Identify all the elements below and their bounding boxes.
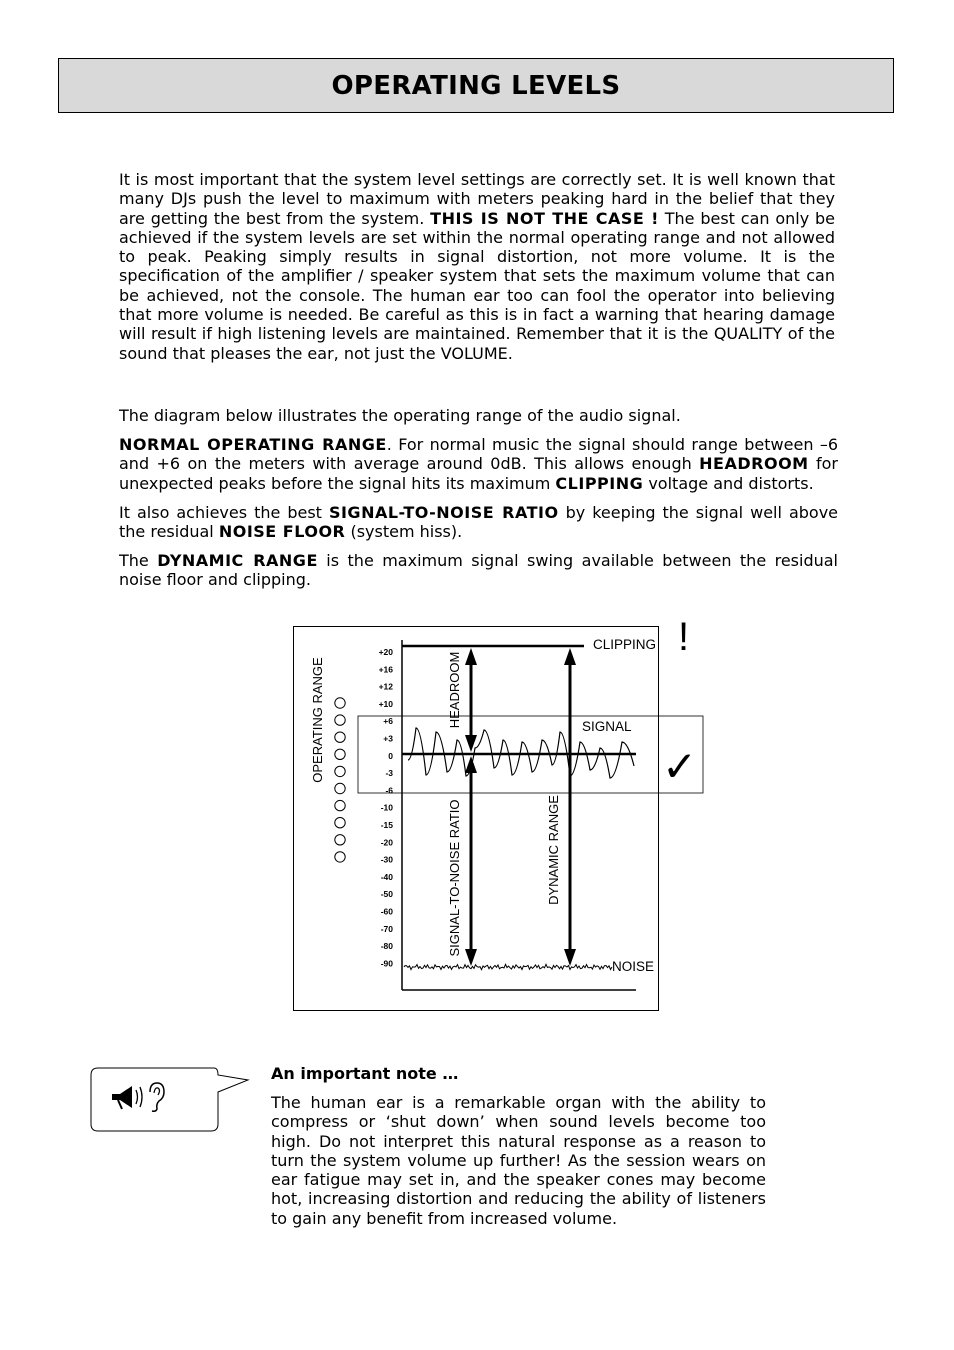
- scale-tick-label: +20: [378, 647, 393, 657]
- meter-led: [335, 852, 345, 862]
- snr-label: SIGNAL-TO-NOISE RATIO: [447, 799, 462, 957]
- scale-tick-label: +3: [383, 733, 393, 744]
- noise-label: NOISE: [612, 959, 655, 974]
- scale-tick-label: +16: [378, 664, 393, 675]
- headroom-arrow-up-head: [465, 648, 477, 665]
- meter-led: [335, 800, 345, 810]
- scale-tick-label: -80: [380, 941, 393, 952]
- noise-floor-trace: [404, 964, 612, 969]
- scale-tick-label: -70: [380, 923, 393, 934]
- snr-term: SIGNAL-TO-NOISE RATIO: [328, 503, 559, 522]
- dynamic-range-term: DYNAMIC RANGE: [157, 551, 318, 570]
- dynamic-range-arrow-up-head: [564, 648, 576, 665]
- scale-tick-label: 0: [388, 750, 393, 761]
- scale-tick-label: -60: [380, 906, 393, 917]
- noise-floor-term: NOISE FLOOR: [218, 522, 346, 542]
- meter-led: [335, 766, 345, 776]
- intro-text-2: The best can only be achieved if the system levels are set within the normal operating range and not allowed to peak. Peaking simply results in signal distortion, not more volume. It is the specification of the amplifier / speaker system that sets the maximum volume that can be achieved, not the console. The human ear too can fool the operator into believing that more volume is needed. Be careful as this is in fact a warning that hearing damage will result if high listening levels are maintained. Remember that it is the QUALITY of the sound that pleases the ear, not just the VOLUME.: [119, 208, 835, 363]
- meter-led: [335, 749, 345, 759]
- diagram-intro-paragraph: The diagram below illustrates the operating range of the audio signal.: [119, 406, 681, 425]
- scale-tick-label: -20: [380, 837, 393, 848]
- headroom-label: HEADROOM: [447, 651, 462, 729]
- meter-leds: [335, 698, 345, 862]
- dynamic-range-label: DYNAMIC RANGE: [546, 795, 561, 905]
- scale-tick-label: +12: [378, 681, 393, 692]
- scale-tick-label: -50: [380, 889, 393, 900]
- meter-led: [335, 835, 345, 845]
- meter-led: [335, 698, 345, 708]
- warning-mark: !: [678, 615, 690, 659]
- note-title: An important note …: [271, 1064, 459, 1083]
- meter-led: [335, 732, 345, 742]
- snr-arrow-up-head: [465, 756, 477, 773]
- meter-led: [335, 818, 345, 828]
- clipping-term: CLIPPING: [555, 473, 644, 493]
- clipping-label: CLIPPING: [593, 637, 657, 652]
- snr-text-3: (system hiss).: [345, 522, 463, 542]
- scale-tick-label: +6: [383, 716, 393, 727]
- snr-text-1: It also achieves the best: [119, 503, 329, 522]
- scale-tick-label: -15: [380, 820, 393, 830]
- note-paragraph: The human ear is a remarkable organ with the ability to compress or ‘shut down’ when sound levels become too high. Do not interpret this natural response as a reason to turn the system volume up further! As the session wears on ear fatigue may set in, and the speaker cones may become hot, increasing distortion and reducing the ability of listeners to gain any benefit from increased volume.: [271, 1093, 766, 1228]
- scale-tick-label: -6: [385, 785, 393, 796]
- check-mark: ✓: [662, 743, 698, 790]
- intro-emphasis: THIS IS NOT THE CASE !: [430, 208, 659, 228]
- headroom-term: HEADROOM: [699, 454, 809, 474]
- scale-tick-label: -40: [380, 871, 393, 882]
- normal-text-1: . For normal music the signal should range between –6 and +6 on the meters with average around 0dB. This allows enough: [119, 435, 838, 474]
- signal-label: SIGNAL: [582, 719, 632, 734]
- scale-tick-label: +10: [378, 698, 393, 709]
- page-title: OPERATING LEVELS: [331, 70, 621, 101]
- meter-led: [335, 783, 345, 793]
- normal-range-term: NORMAL OPERATING RANGE: [119, 435, 387, 454]
- meter-led: [335, 715, 345, 725]
- dynamic-range-arrow-down-head: [564, 949, 576, 966]
- scale-tick-label: -30: [380, 854, 393, 865]
- dyn-text-2: is the maximum signal swing available between the residual noise floor and clipping.: [119, 551, 839, 590]
- dyn-text-1: The: [119, 551, 158, 570]
- intro-text-1: It is most important that the system level settings are correctly set. It is well known that many DJs push the level to maximum with meters peaking hard in the belief that they are getting the best from the system.: [119, 170, 835, 228]
- operating-range-label: OPERATING RANGE: [310, 657, 325, 783]
- normal-text-2: for unexpected peaks before the signal hits its maximum: [119, 454, 839, 493]
- snr-text-2: by keeping the signal well above the residual: [119, 503, 839, 542]
- scale-tick-label: -90: [380, 958, 393, 969]
- normal-text-3: voltage and distorts.: [643, 473, 814, 493]
- snr-arrow-down-head: [465, 949, 477, 966]
- scale-tick-label: -10: [380, 802, 393, 813]
- scale-tick-label: -3: [385, 768, 393, 779]
- db-scale: [379, 647, 394, 968]
